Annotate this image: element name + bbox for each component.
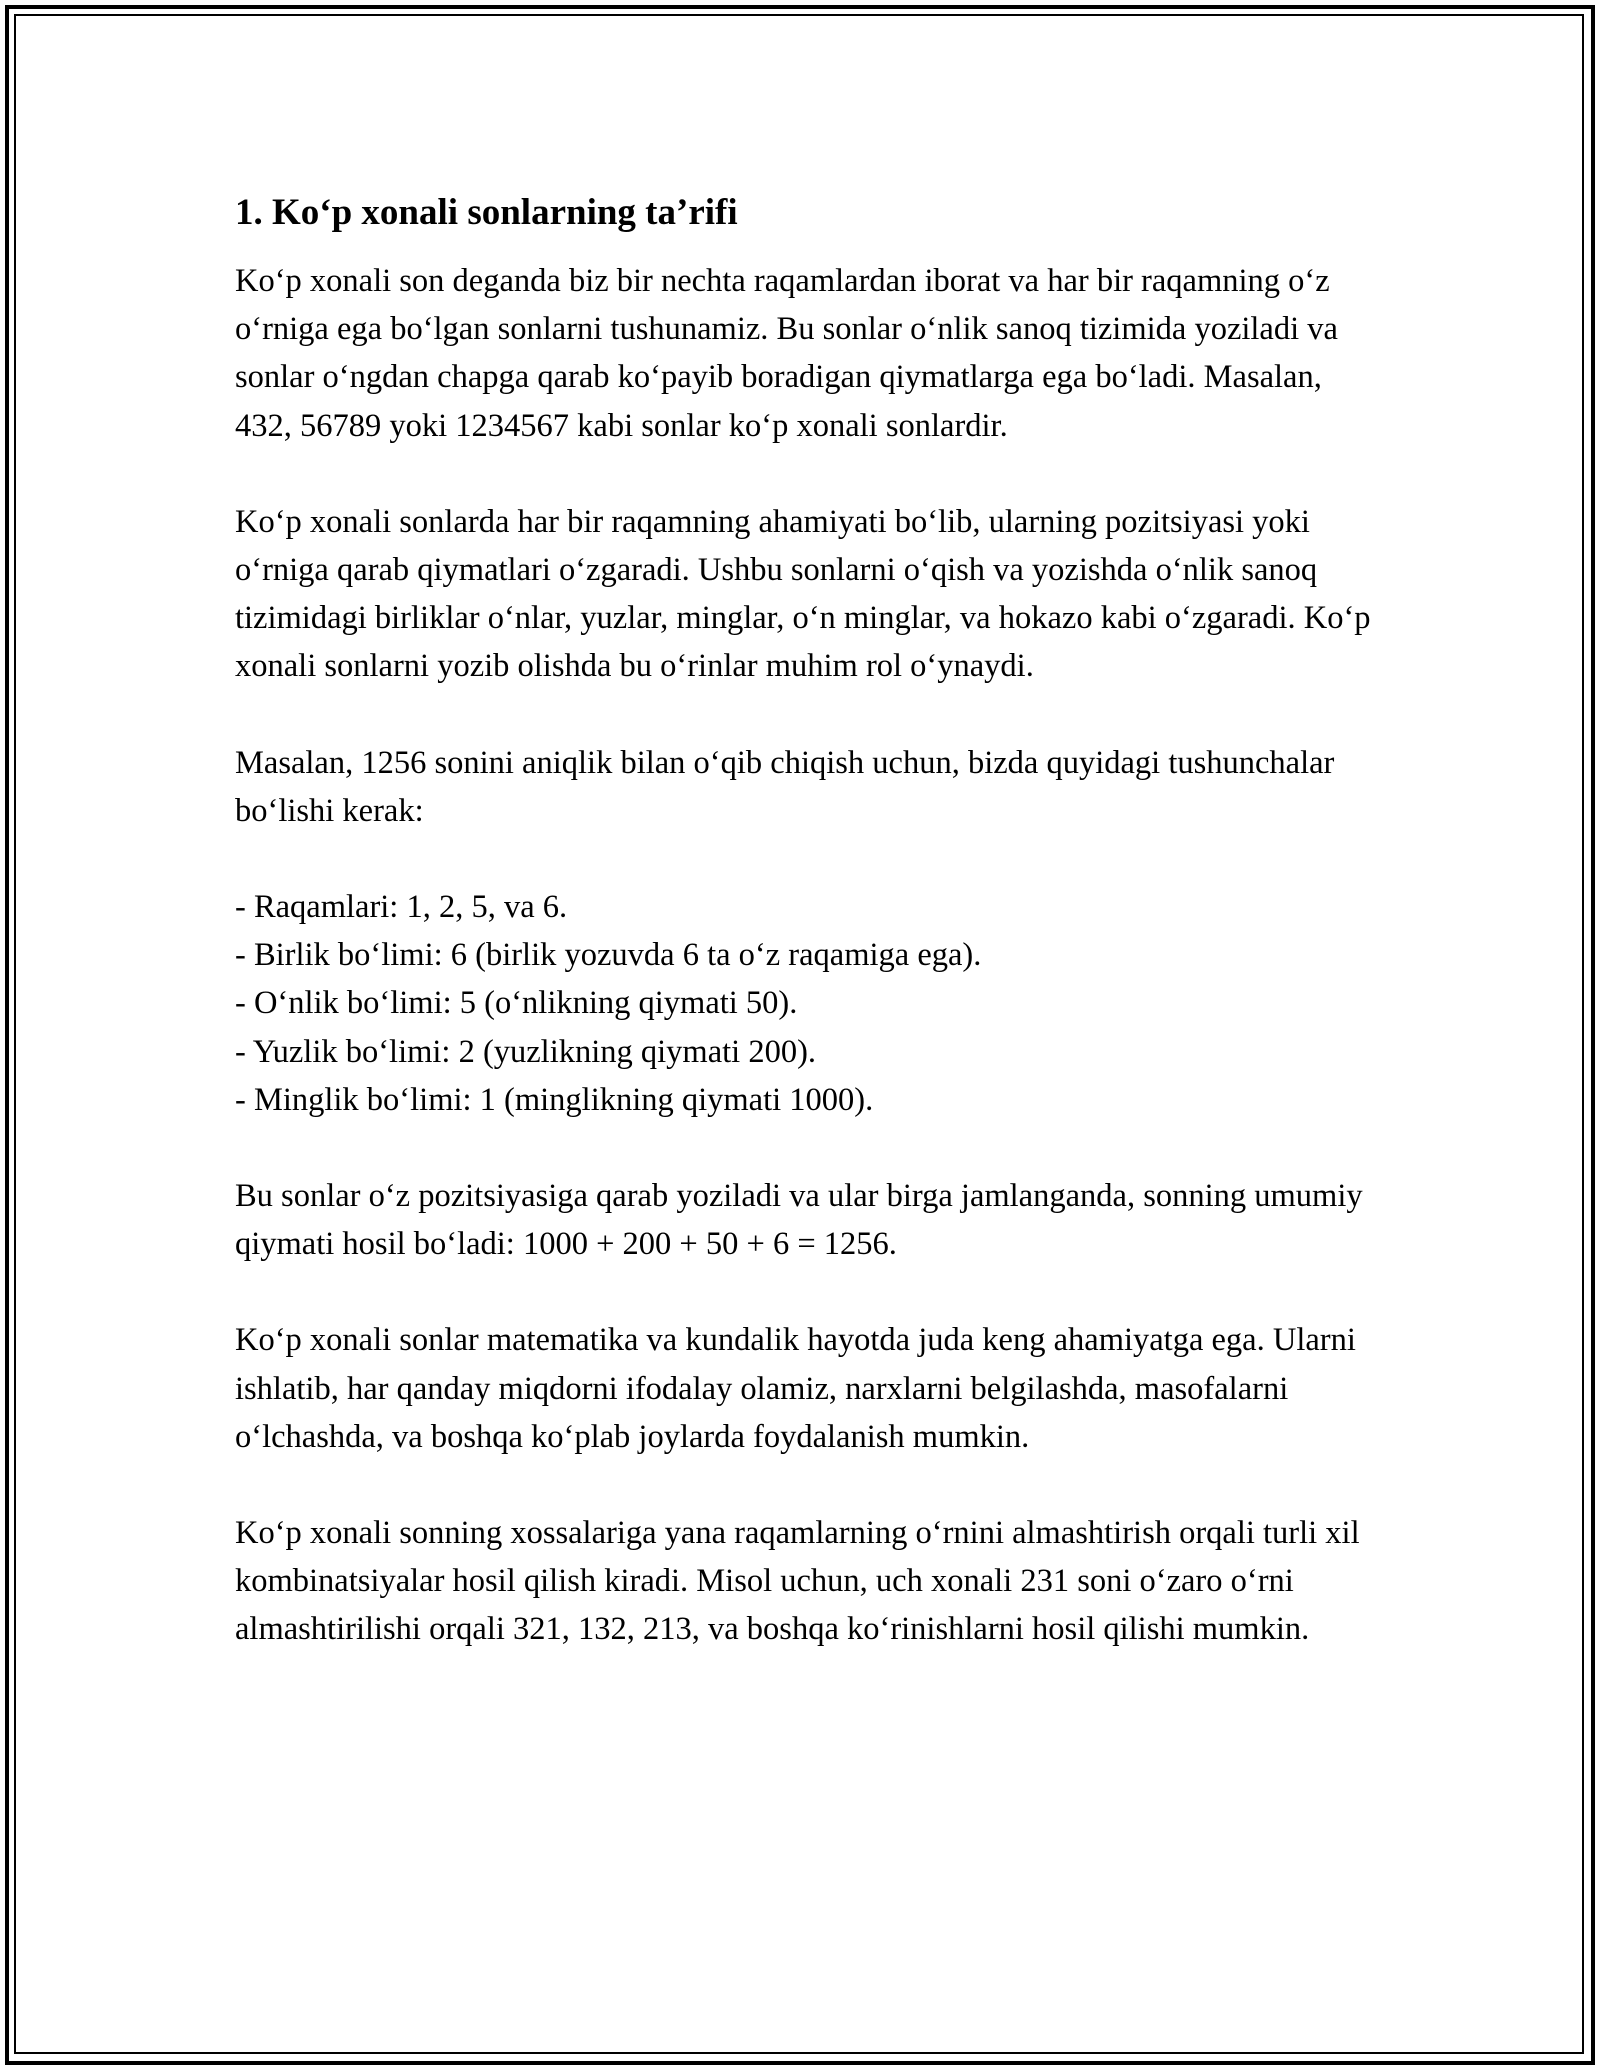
paragraph-properties: Ko‘p xonali sonning xossalariga yana raqamlarning o‘rnini almashtirish orqali turli xil kombinatsiyalar hosil qilish kiradi. Misol uchun, uch xonali 231 soni o‘zaro o‘rni almashtirilishi orqali 321, 132, 213, va boshqa ko‘rinishlarni hosil qilishi mumkin. — [235, 1515, 1360, 1648]
paragraph-position-value: Ko‘p xonali sonlarda har bir raqamning ahamiyati bo‘lib, ularning pozitsiyasi yoki o‘rniga qarab qiymatlari o‘zgaradi. Ushbu sonlarni o‘qish va yozishda o‘nlik sanoq tizimidagi birliklar o‘nlar, yuzlar, minglar, o‘n minglar, va hokazo kabi o‘zgaradi. Ko‘p xonali sonlarni yozib olishda bu o‘rinlar muhim rol o‘ynaydi. — [235, 503, 1371, 685]
document-body — [235, 183, 1375, 1654]
list-item: - Raqamlari: 1, 2, 5, va 6. — [235, 889, 568, 926]
list-item: - Birlik bo‘limi: 6 (birlik yozuvda 6 ta o‘z raqamiga ega). — [235, 937, 982, 974]
paragraph-importance: Ko‘p xonali sonlar matematika va kundalik hayotda juda keng ahamiyatga ega. Ularni ishlatib, har qanday miqdorni ifodalay olamiz, narxlarni belgilashda, masofalarni o‘lchashda, va boshqa ko‘plab joylarda foydalanish mumkin. — [235, 1322, 1356, 1455]
list-item: - Minglik bo‘limi: 1 (minglikning qiymati 1000). — [235, 1081, 874, 1118]
section-heading: 1. Ko‘p xonali sonlarning ta’rifi — [235, 192, 738, 233]
paragraph-definition: Ko‘p xonali son deganda biz bir nechta raqamlardan iborat va har bir raqamning o‘z o‘rniga ega bo‘lgan sonlarni tushunamiz. Bu sonlar o‘nlik sanoq tizimida yoziladi va sonlar o‘ngdan chapga qarab ko‘payib boradigan qiymatlarga ega bo‘ladi. Masalan, 432, 56789 yoki 1234567 kabi sonlar ko‘p xonali sonlardir. — [235, 263, 1338, 444]
list-item: - Yuzlik bo‘limi: 2 (yuzlikning qiymati 200). — [235, 1033, 817, 1070]
paragraph-example-intro: Masalan, 1256 sonini aniqlik bilan o‘qib chiqish uchun, bizda quyidagi tushunchalar bo‘lishi kerak: — [235, 744, 1335, 829]
digit-breakdown-list — [235, 883, 1375, 1124]
paragraph-sum: Bu sonlar o‘z pozitsiyasiga qarab yoziladi va ular birga jamlanganda, sonning umumiy qiymati hosil bo‘ladi: 1000 + 200 + 50 + 6 = 1256. — [235, 1178, 1363, 1263]
list-item: - O‘nlik bo‘limi: 5 (o‘nlikning qiymati 50). — [235, 985, 798, 1022]
